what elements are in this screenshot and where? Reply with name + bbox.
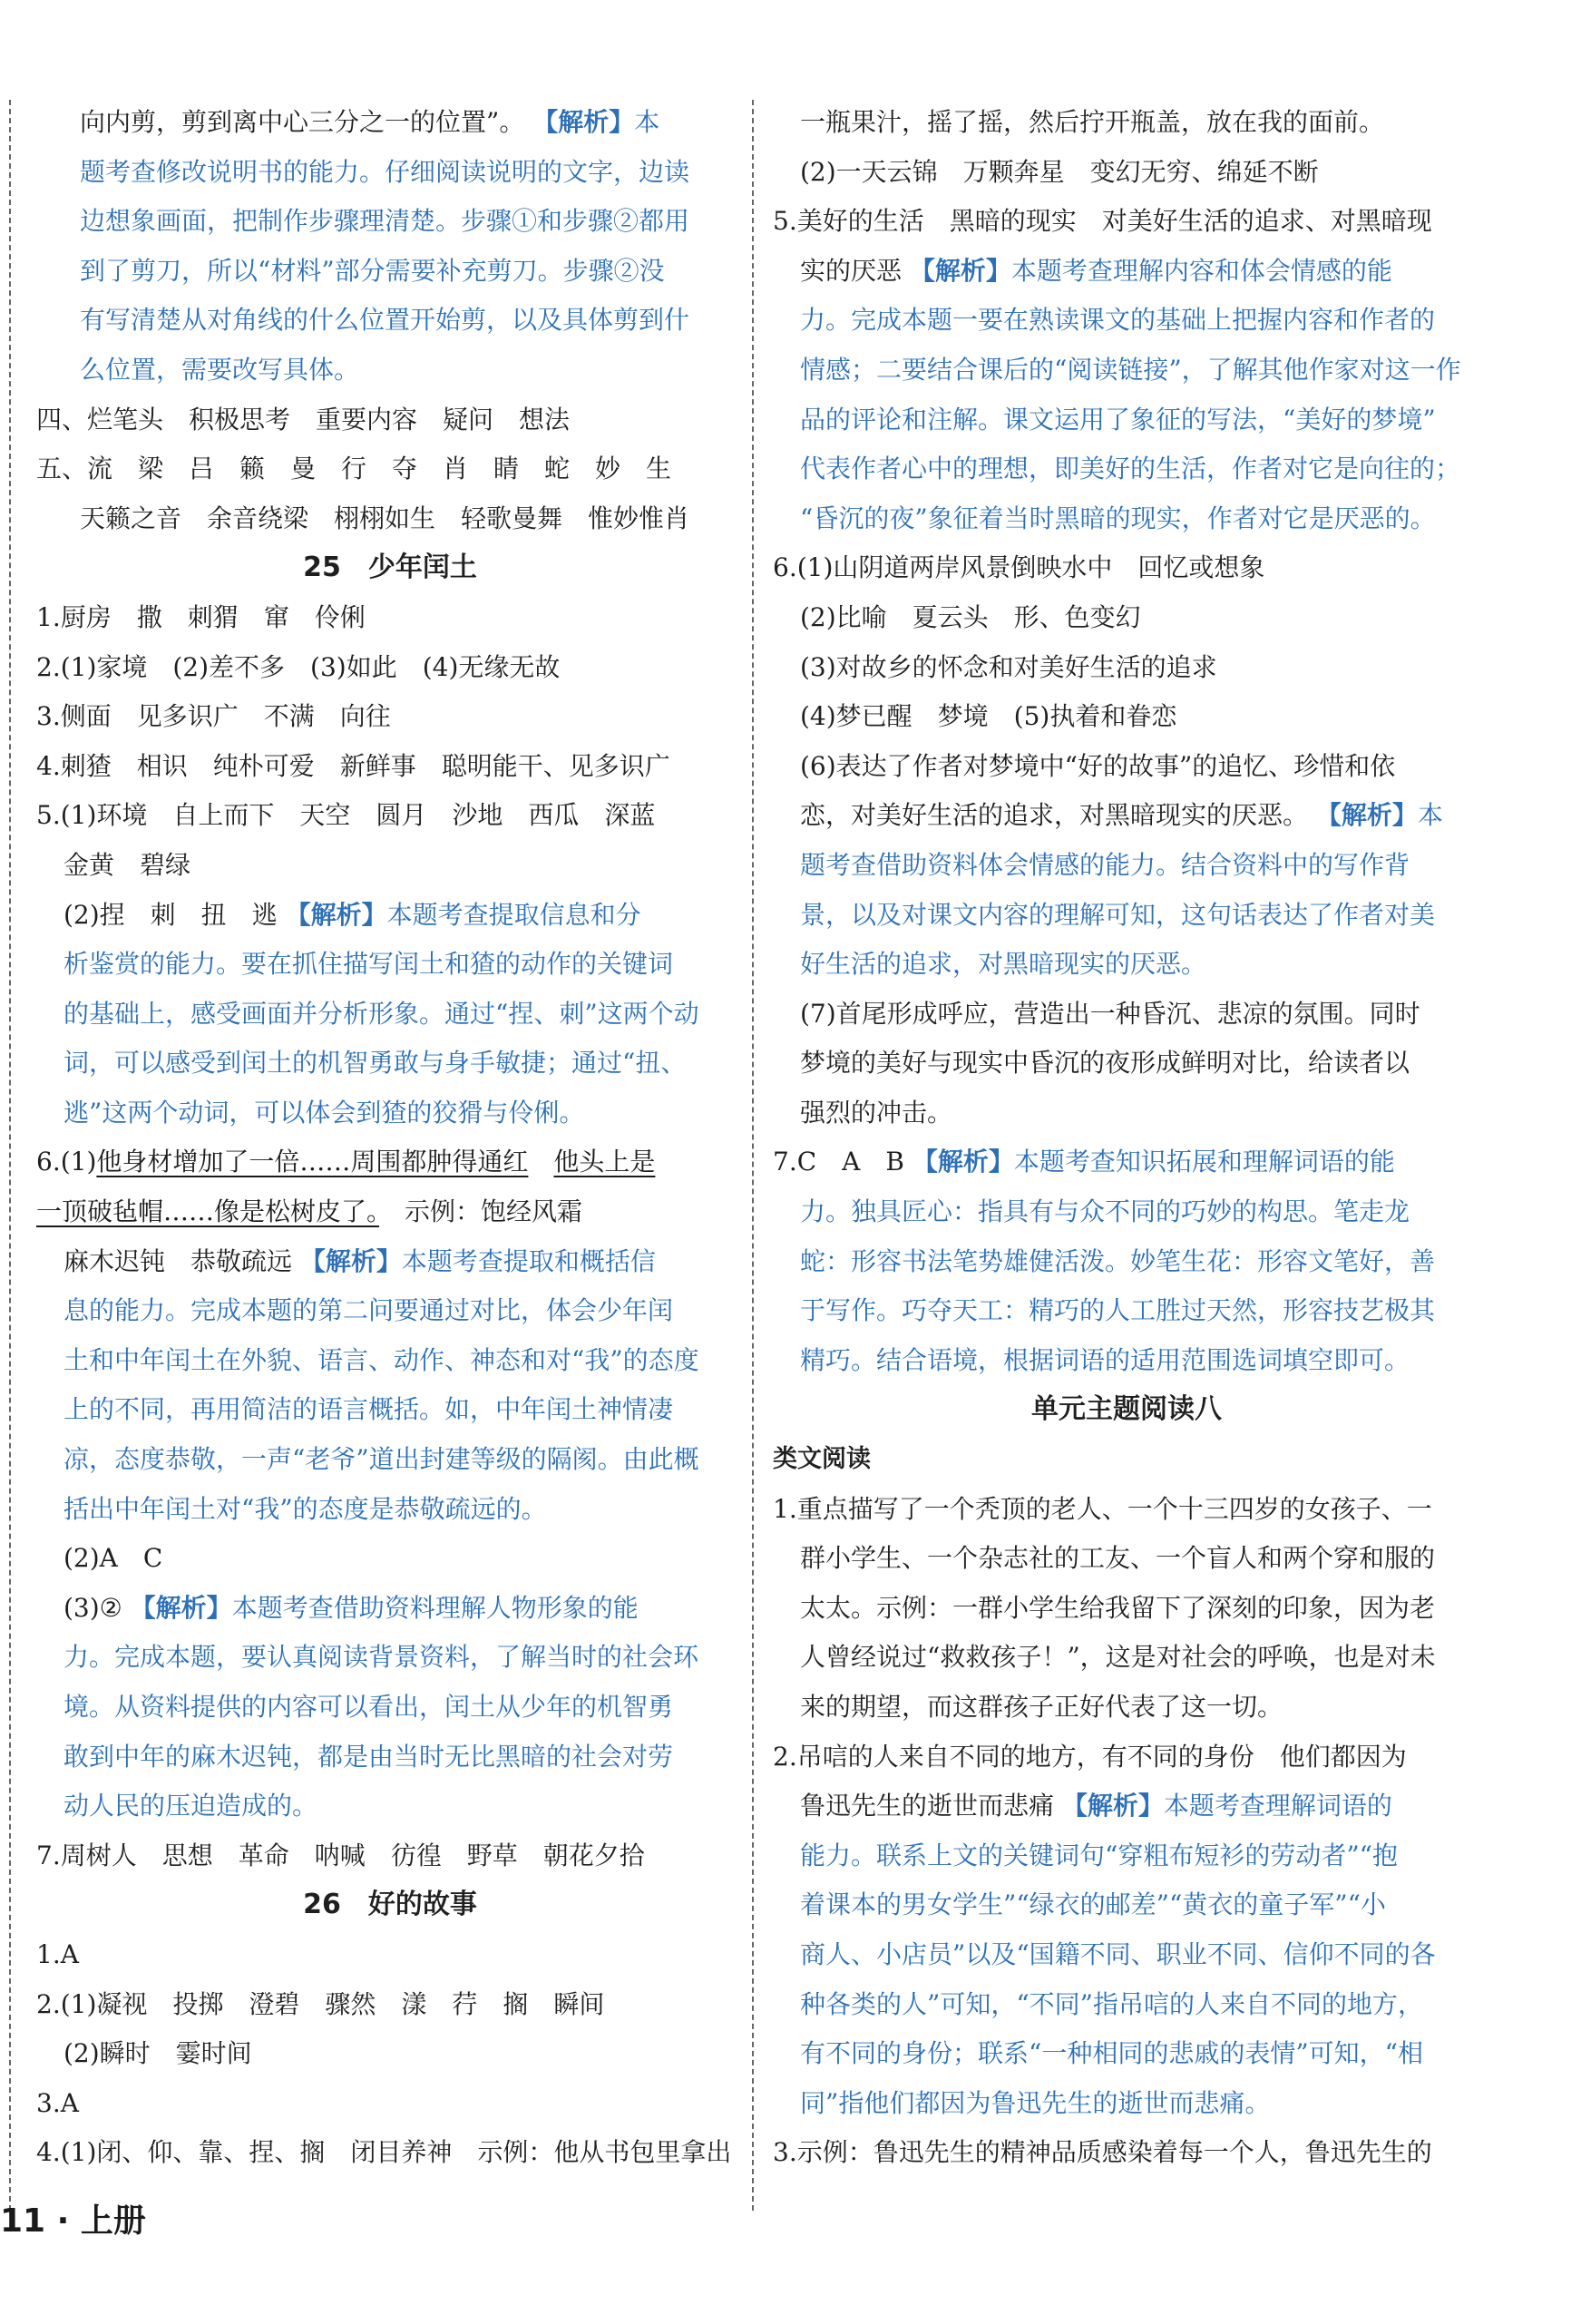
text-line — [773, 2128, 1480, 2178]
text-line — [773, 444, 1480, 494]
text-line — [773, 1286, 1480, 1336]
analysis-text: 蛇：形容书法笔势雄健活泼。妙笔生花：形容文笔好，善 — [800, 1245, 1436, 1276]
analysis-tag: 【解析】 — [1061, 1791, 1164, 1821]
text-line — [773, 593, 1480, 643]
text-line — [773, 643, 1480, 693]
text-line — [773, 1733, 1480, 1782]
section-heading — [36, 1880, 744, 1930]
analysis-text: 品的评论和注解。课文运用了象征的写法，“美好的梦境” — [800, 404, 1436, 435]
answer-text: 太太。示例：一群小学生给我留下了深刻的印象，因为老 — [800, 1592, 1436, 1623]
answer-text — [528, 1147, 553, 1177]
text-line — [773, 1237, 1480, 1287]
text-line — [773, 148, 1480, 198]
answer-text: 金黄 碧绿 — [63, 849, 191, 880]
analysis-text: 动人民的压迫造成的。 — [63, 1791, 318, 1821]
text-line — [36, 395, 744, 445]
text-line — [36, 1336, 744, 1386]
analysis-tag: 【解析】 — [1315, 800, 1418, 831]
text-line — [36, 1584, 744, 1634]
text-line — [36, 346, 744, 395]
answer-text: 3.示例：鲁迅先生的精神品质感染着每一个人，鲁迅先生的 — [773, 2137, 1432, 2168]
answer-text: 单元主题阅读八 — [1031, 1393, 1222, 1426]
answer-text: 来的期望，而这群孩子正好代表了这一切。 — [800, 1692, 1283, 1722]
analysis-tag: 【解析】 — [912, 1147, 1014, 1177]
text-line — [36, 444, 744, 494]
analysis-text: 敢到中年的麻木迟钝，都是由当时无比黑暗的社会对劳 — [63, 1741, 674, 1772]
right-column — [773, 98, 1480, 2178]
answer-text: (7)首尾形成呼应，营造出一种昏沉、悲凉的氛围。同时 — [800, 998, 1420, 1029]
answer-text: (4)梦已醒 梦境 (5)执着和眷恋 — [800, 701, 1177, 732]
text-line — [773, 1683, 1480, 1733]
answer-text: 2.(1)家境 (2)差不多 (3)如此 (4)无缘无故 — [36, 651, 561, 682]
text-line — [773, 395, 1480, 445]
underlined-answer: 一顶破毡帽……像是松树皮了。 — [36, 1196, 380, 1227]
text-line — [773, 1534, 1480, 1584]
column-divider-left — [9, 100, 11, 2211]
text-line — [36, 841, 744, 891]
answer-text: 1.厨房 撒 刺猬 窜 伶俐 — [36, 601, 366, 632]
answer-text: 天籁之音 余音绕梁 栩栩如生 轻歌曼舞 惟妙惟肖 — [80, 503, 690, 533]
text-line — [773, 1782, 1480, 1831]
text-line — [773, 1880, 1480, 1930]
text-line — [773, 841, 1480, 891]
analysis-tag: 【解析】 — [285, 899, 387, 930]
answer-text: (2)捏 刺 扭 逃 — [63, 899, 286, 930]
analysis-text: 有写清楚从对角线的什么位置开始剪，以及具体剪到什 — [80, 305, 690, 336]
text-line — [36, 247, 744, 297]
answer-text: (3)对故乡的怀念和对美好生活的追求 — [800, 651, 1217, 682]
analysis-text: 边想象画面，把制作步骤理清楚。步骤①和步骤②都用 — [80, 206, 690, 237]
answer-text: 7.C A B — [773, 1147, 912, 1177]
text-line — [36, 2079, 744, 2129]
page-footer: 11 · 上册 — [0, 2202, 146, 2240]
analysis-tag: 【解析】 — [130, 1592, 232, 1623]
text-line — [36, 990, 744, 1040]
text-line — [36, 1733, 744, 1782]
subsection-heading — [773, 1435, 1480, 1485]
answer-text: 1.重点描写了一个秃顶的老人、一个十三四岁的女孩子、一 — [773, 1493, 1432, 1524]
text-line — [36, 1089, 744, 1138]
analysis-text: 题考查借助资料体会情感的能力。结合资料中的写作背 — [800, 849, 1410, 880]
text-line — [36, 1683, 744, 1733]
analysis-text: 力。完成本题一要在熟读课文的基础上把握内容和作者的 — [800, 305, 1436, 336]
text-line — [773, 1336, 1480, 1386]
analysis-text: 景，以及对课文内容的理解可知，这句话表达了作者对美 — [800, 899, 1436, 930]
analysis-text: 本题考查提取信息和分 — [386, 899, 641, 930]
text-line — [36, 643, 744, 693]
text-line — [36, 1187, 744, 1237]
text-line — [773, 2079, 1480, 2129]
analysis-tag: 【解析】 — [909, 255, 1011, 286]
answer-text: 6.(1)山阴道两岸风景倒映水中 回忆或想象 — [773, 552, 1265, 583]
text-line — [773, 1039, 1480, 1089]
answer-text: 类文阅读 — [773, 1445, 871, 1474]
analysis-text: 着课本的男女学生”“绿衣的邮差”“黄衣的童子军”“小 — [800, 1889, 1386, 1920]
analysis-text: 力。独具匠心：指具有与众不同的巧妙的构思。笔走龙 — [800, 1196, 1410, 1227]
text-line — [773, 1980, 1480, 2030]
answer-text: 26 好的故事 — [303, 1889, 477, 1921]
underlined-answer: 他头上是 — [553, 1147, 656, 1177]
text-line — [36, 2029, 744, 2079]
text-line — [36, 1385, 744, 1435]
answer-text: 群小学生、一个杂志社的工友、一个盲人和两个穿和服的 — [800, 1543, 1436, 1574]
analysis-text: 能力。联系上文的关键词句“穿粗布短衫的劳动者”“抱 — [800, 1840, 1398, 1870]
answer-text: 五、流 梁 吕 籁 曼 行 夺 肖 睛 蛇 妙 生 — [36, 454, 672, 484]
answer-text: 一瓶果汁，摇了摇，然后拧开瓶盖，放在我的面前。 — [800, 107, 1385, 137]
answer-text: 向内剪，剪到离中心三分之一的位置”。 — [80, 107, 533, 137]
text-line — [36, 1039, 744, 1089]
answer-text: 25 少年闰土 — [303, 552, 477, 584]
analysis-tag: 【解析】 — [532, 107, 635, 137]
text-line — [773, 1089, 1480, 1138]
answer-text: 示例：饱经风霜 — [379, 1196, 583, 1227]
text-line — [773, 940, 1480, 990]
text-line — [773, 1930, 1480, 1980]
column-divider-center — [752, 100, 754, 2211]
text-line — [36, 1485, 744, 1535]
answer-text: 人曾经说过“救救孩子！”，这是对社会的呼唤，也是对未 — [800, 1642, 1436, 1673]
text-line — [36, 692, 744, 742]
answer-text: 4.(1)闭、仰、靠、捏、搁 闭目养神 示例：他从书包里拿出 — [36, 2137, 732, 2168]
answer-text: 四、烂笔头 积极思考 重要内容 疑问 想法 — [36, 404, 571, 435]
text-line — [773, 2029, 1480, 2079]
text-line — [773, 1831, 1480, 1881]
analysis-text: 凉，态度恭敬，一声“老爷”道出封建等级的隔阂。由此概 — [63, 1444, 699, 1475]
analysis-text: “昏沉的夜”象征着当时黑暗的现实，作者对它是厌恶的。 — [800, 503, 1436, 533]
text-line — [36, 2128, 744, 2178]
analysis-text: 力。完成本题，要认真阅读背景资料，了解当时的社会环 — [63, 1642, 699, 1673]
text-line — [773, 494, 1480, 544]
analysis-text: 的基础上，感受画面并分析形象。通过“捏、刺”这两个动 — [63, 998, 699, 1029]
analysis-text: 有不同的身份；联系“一种相同的悲戚的表情”可知，“相 — [800, 2038, 1423, 2069]
text-line — [773, 1584, 1480, 1634]
section-heading — [773, 1385, 1480, 1435]
text-line — [36, 148, 744, 198]
answer-text: 麻木迟钝 恭敬疏远 — [63, 1245, 300, 1276]
analysis-text: 本 — [1417, 800, 1443, 831]
text-line — [36, 296, 744, 346]
answer-text: 5.(1)环境 自上而下 天空 圆月 沙地 西瓜 深蓝 — [36, 800, 656, 831]
text-line — [773, 791, 1480, 841]
text-line — [36, 197, 744, 247]
text-line — [773, 296, 1480, 346]
analysis-text: 好生活的追求，对黑暗现实的厌恶。 — [800, 949, 1207, 980]
text-line — [36, 891, 744, 941]
analysis-text: 么位置，需要改写具体。 — [80, 354, 360, 385]
text-line — [36, 1286, 744, 1336]
text-line — [36, 1980, 744, 2030]
analysis-text: 逃”这两个动词，可以体会到猹的狡猾与伶俐。 — [63, 1097, 585, 1128]
analysis-text: 代表作者心中的理想，即美好的生活，作者对它是向往的； — [800, 454, 1461, 484]
answer-text: (2)一天云锦 万颗奔星 变幻无穷、绵延不断 — [800, 156, 1319, 187]
answer-text: 3.A — [36, 2087, 79, 2118]
analysis-text: 括出中年闰土对“我”的态度是恭敬疏远的。 — [63, 1493, 547, 1524]
text-line — [773, 1187, 1480, 1237]
text-line — [36, 1831, 744, 1881]
answer-text: 恋，对美好生活的追求，对黑暗现实的厌恶。 — [800, 800, 1316, 831]
answer-text: 梦境的美好与现实中昏沉的夜形成鲜明对比，给读者以 — [800, 1048, 1410, 1079]
answer-text: 2.(1)凝视 投掷 澄碧 骤然 漾 荇 搁 瞬间 — [36, 1988, 605, 2019]
analysis-text: 本题考查理解词语的 — [1163, 1791, 1392, 1821]
text-line — [773, 742, 1480, 792]
answer-text: 7.周树人 思想 革命 呐喊 彷徨 野草 朝花夕拾 — [36, 1840, 645, 1870]
analysis-text: 种各类的人”可知，“不同”指吊唁的人来自不同的地方， — [800, 1988, 1423, 2019]
text-line — [773, 543, 1480, 593]
answer-text: (6)表达了作者对梦境中“好的故事”的追忆、珍惜和依 — [800, 750, 1396, 781]
text-line — [36, 98, 744, 148]
text-line — [773, 1633, 1480, 1683]
answer-text: (3)② — [63, 1592, 131, 1623]
analysis-text: 土和中年闰土在外貌、语言、动作、神态和对“我”的态度 — [63, 1344, 699, 1375]
analysis-text: 息的能力。完成本题的第二问要通过对比，体会少年闰 — [63, 1295, 674, 1326]
analysis-text: 本题考查知识拓展和理解词语的能 — [1013, 1147, 1395, 1177]
answer-text: 6.(1) — [36, 1147, 97, 1177]
answer-text: 4.刺猹 相识 纯朴可爱 新鲜事 聪明能干、见多识广 — [36, 750, 670, 781]
analysis-text: 词，可以感受到闰土的机智勇敢与身手敏捷；通过“扭、 — [63, 1048, 687, 1079]
analysis-text: 同”指他们都因为鲁迅先生的逝世而悲痛。 — [800, 2087, 1271, 2118]
answer-text: 5.美好的生活 黑暗的现实 对美好生活的追求、对黑暗现 — [773, 206, 1432, 237]
analysis-text: 本题考查理解内容和体会情感的能 — [1010, 255, 1392, 286]
text-line — [773, 247, 1480, 297]
answer-text: 强烈的冲击。 — [800, 1097, 953, 1128]
text-line — [36, 1138, 744, 1187]
analysis-text: 本题考查借助资料理解人物形象的能 — [231, 1592, 639, 1623]
answer-text: 实的厌恶 — [800, 255, 910, 286]
answer-text: 3.侧面 见多识广 不满 向往 — [36, 701, 391, 732]
analysis-text: 本题考查提取和概括信 — [401, 1245, 656, 1276]
text-line — [36, 1237, 744, 1287]
text-line — [773, 692, 1480, 742]
analysis-text: 本 — [634, 107, 660, 137]
answer-text: (2)A C — [63, 1543, 163, 1574]
answer-text: (2)比喻 夏云头 形、色变幻 — [800, 601, 1141, 632]
analysis-text: 境。从资料提供的内容可以看出，闰土从少年的机智勇 — [63, 1692, 674, 1722]
text-line — [36, 1782, 744, 1831]
text-line — [36, 1534, 744, 1584]
text-line — [36, 940, 744, 990]
analysis-text: 析鉴赏的能力。要在抓住描写闰土和猹的动作的关键词 — [63, 949, 674, 980]
analysis-text: 精巧。结合语境，根据词语的适用范围选词填空即可。 — [800, 1344, 1410, 1375]
answer-text: 鲁迅先生的逝世而悲痛 — [800, 1791, 1062, 1821]
text-line — [36, 593, 744, 643]
analysis-text: 商人、小店员”以及“国籍不同、职业不同、信仰不同的各 — [800, 1938, 1436, 1969]
text-line — [36, 1633, 744, 1683]
underlined-answer: 他身材增加了一倍……周围都肿得通红 — [96, 1147, 529, 1177]
text-line — [36, 494, 744, 544]
text-line — [773, 1485, 1480, 1535]
answer-text: (2)瞬时 霎时间 — [63, 2038, 252, 2069]
analysis-text: 题考查修改说明书的能力。仔细阅读说明的文字，边读 — [80, 156, 690, 187]
text-line — [36, 742, 744, 792]
analysis-text: 到了剪刀，所以“材料”部分需要补充剪刀。步骤②没 — [80, 255, 665, 286]
analysis-text: 情感；二要结合课后的“阅读链接”，了解其他作家对这一作 — [800, 354, 1461, 385]
analysis-tag: 【解析】 — [299, 1245, 402, 1276]
text-line — [773, 98, 1480, 148]
analysis-text: 上的不同，再用简洁的语言概括。如，中年闰土神情凄 — [63, 1394, 674, 1425]
text-line — [773, 346, 1480, 395]
text-line — [773, 891, 1480, 941]
answer-text: 2.吊唁的人来自不同的地方，有不同的身份 他们都因为 — [773, 1741, 1407, 1772]
text-line — [36, 1930, 744, 1980]
text-line — [773, 197, 1480, 247]
text-line — [36, 1435, 744, 1485]
analysis-text: 于写作。巧夺天工：精巧的人工胜过天然，形容技艺极其 — [800, 1295, 1436, 1326]
text-line — [773, 990, 1480, 1040]
text-line — [773, 1138, 1480, 1187]
answer-text: 1.A — [36, 1938, 79, 1969]
section-heading — [36, 543, 744, 593]
left-column — [36, 98, 744, 2178]
text-line — [36, 791, 744, 841]
